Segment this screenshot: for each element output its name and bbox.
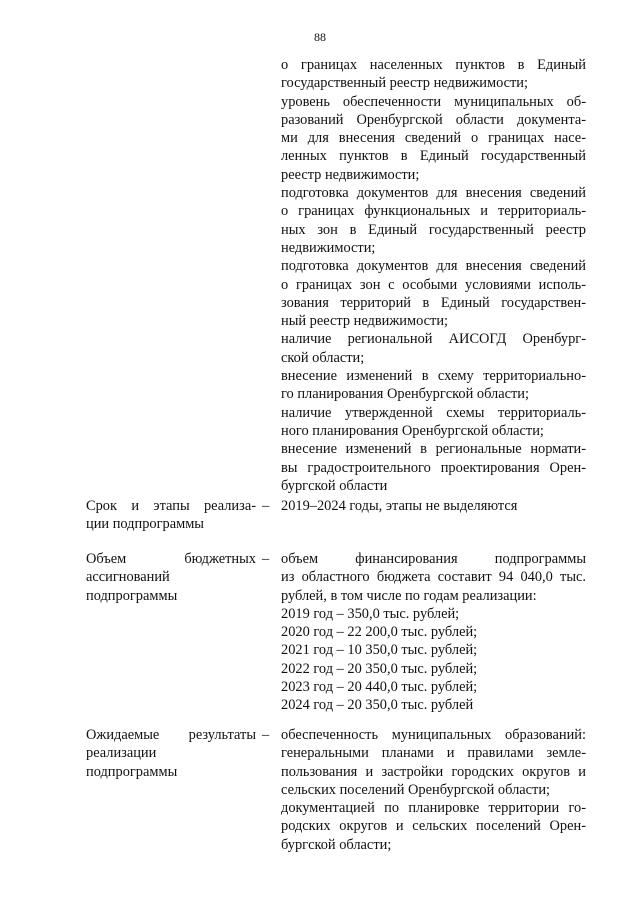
text-line: ный реестр недвижимости; (281, 313, 449, 330)
text-line: наличие утвержденной схемы территориаль- (281, 404, 586, 421)
label-line: Срок и этапы реализа- (86, 498, 256, 514)
row-dash: – (262, 498, 270, 514)
value-line: 2024 год – 20 350,0 тыс. рублей (281, 697, 474, 714)
row-value (281, 726, 586, 854)
text-line: зования территорий в Единый государствен- (281, 294, 586, 311)
row-label (86, 497, 256, 534)
value-line: обеспеченность муниципальных образований: (281, 727, 586, 743)
page-number: 88 (314, 30, 326, 44)
row-dash: – (262, 727, 270, 743)
text-line: бургской области (281, 477, 388, 494)
text-line: уровень обеспеченности муниципальных об- (281, 93, 586, 110)
value-line: из областного бюджета составит 94 040,0 тыс. (281, 569, 586, 586)
text-line: недвижимости; (281, 239, 376, 256)
text-line: ской области; (281, 349, 365, 366)
row-label (86, 726, 256, 781)
text-line: подготовка документов для внесения сведений (281, 185, 586, 202)
text-line: о границах зон с особыми условиями исполь- (281, 276, 586, 293)
text-line: вы градостроительного проектирования Орен- (281, 459, 586, 476)
row-value (281, 497, 586, 515)
text-line: подготовка документов для внесения сведений (281, 258, 586, 275)
value-line: бургской области; (281, 836, 392, 853)
value-line: 2023 год – 20 440,0 тыс. рублей; (281, 679, 478, 696)
text-line: о границах функциональных и территориаль- (281, 203, 586, 220)
value-line: генеральными планами и правилами земле- (281, 745, 586, 762)
text-line: ного планирования Оренбургской области; (281, 422, 544, 439)
text-line: наличие региональной АИСОГД Оренбург- (281, 331, 586, 348)
row-value (281, 550, 586, 715)
value-line: пользования и застройки городских округов и (281, 763, 586, 780)
row-label (86, 550, 256, 605)
value-line: 2019 год – 350,0 тыс. рублей; (281, 605, 460, 622)
label-line: ции подпрограммы (86, 516, 204, 533)
label-line: Объем бюджетных (86, 551, 256, 567)
value-line: документацией по планировке территории го- (281, 800, 586, 817)
value-line: 2020 год – 22 200,0 тыс. рублей; (281, 624, 478, 641)
label-line: подпрограммы (86, 763, 178, 780)
text-line: ных зон в Единый государственный реестр (281, 221, 586, 238)
text-line: го планирования Оренбургской области; (281, 386, 529, 403)
text-line: разований Оренбургской области документа- (281, 111, 586, 128)
continued-results-list (281, 56, 586, 495)
value-line: 2021 год – 10 350,0 тыс. рублей; (281, 642, 478, 659)
row-dash: – (262, 551, 270, 567)
label-line: подпрограммы (86, 587, 178, 604)
value-line: 2019–2024 годы, этапы не выделяются (281, 498, 518, 514)
value-line: сельских поселений Оренбургской области; (281, 781, 551, 798)
text-line: о границах населенных пунктов в Единый (281, 57, 586, 73)
label-line: реализации (86, 745, 157, 762)
text-line: ми для внесения сведений о границах насе- (281, 130, 586, 147)
text-line: реестр недвижимости; (281, 166, 420, 183)
label-line: ассигнований (86, 569, 170, 586)
value-line: рублей, в том числе по годам реализации: (281, 587, 537, 604)
value-line: 2022 год – 20 350,0 тыс. рублей; (281, 660, 478, 677)
value-line: объем финансирования подпрограммы (281, 551, 586, 567)
text-line: ленных пунктов в Единый государственный (281, 148, 586, 165)
text-line: внесение изменений в региональные нормати- (281, 441, 586, 458)
text-line: внесение изменений в схему территориально- (281, 368, 586, 385)
text-line: государственный реестр недвижимости; (281, 75, 529, 92)
label-line: Ожидаемые результаты (86, 727, 256, 743)
value-line: родских округов и сельских поселений Орен- (281, 818, 586, 835)
